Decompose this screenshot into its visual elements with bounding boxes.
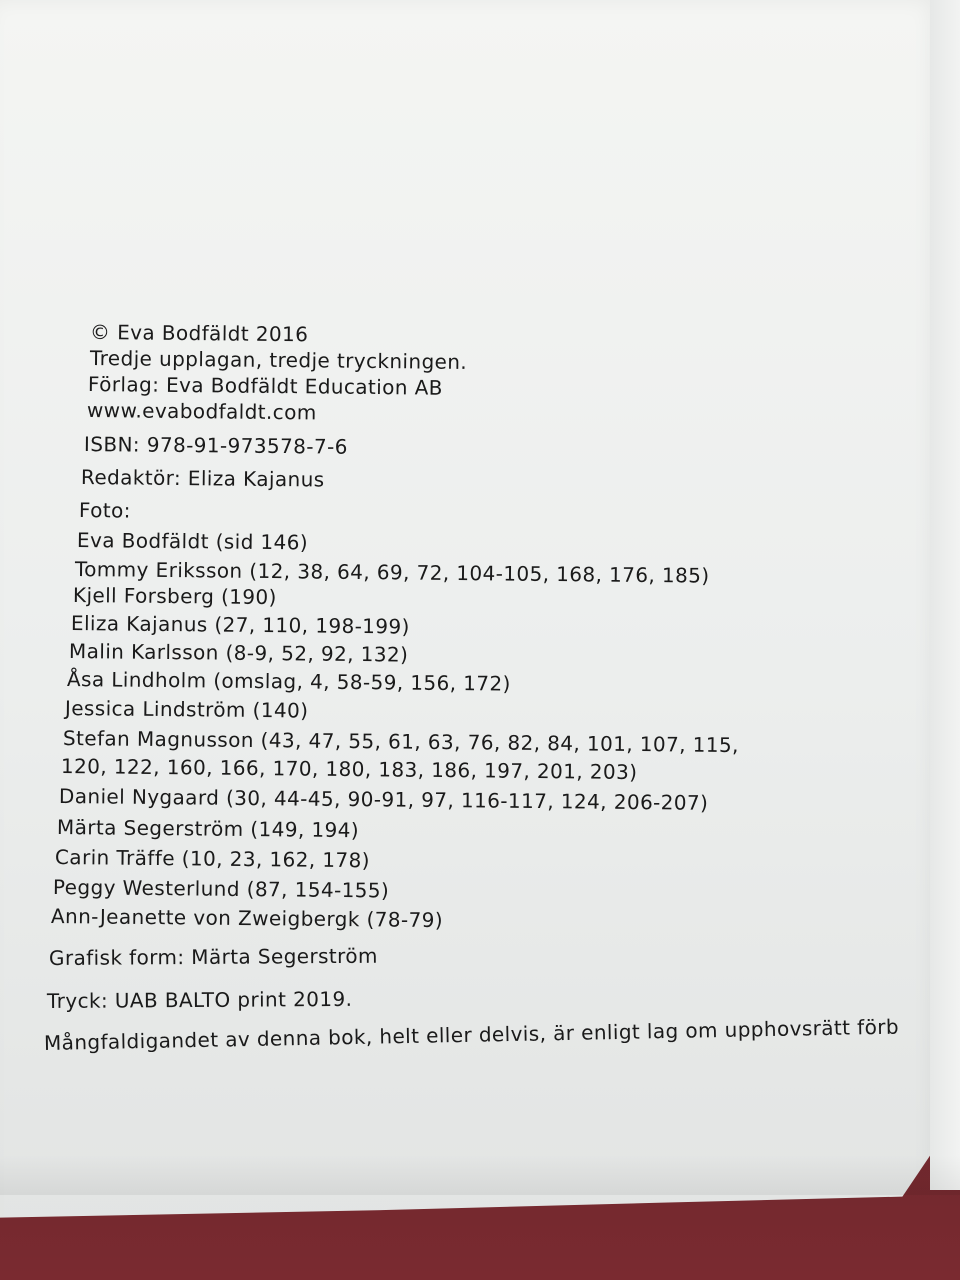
- photo-credit: Tommy Eriksson (12, 38, 64, 69, 72, 104-105, 168, 176, 185): [74, 557, 710, 588]
- photo-credit: Malin Karlsson (8-9, 52, 92, 132): [68, 639, 409, 667]
- edition-line: Tredje upplagan, tredje tryckningen.: [89, 346, 468, 374]
- photo-credit: Eva Bodfäldt (sid 146): [76, 528, 309, 555]
- photo-credit: 120, 122, 160, 166, 170, 180, 183, 186, 197, 201, 203): [60, 754, 638, 785]
- photo-credit: Carin Träffe (10, 23, 162, 178): [54, 845, 371, 873]
- website-line: www.evabodfaldt.com: [86, 398, 317, 425]
- photo-heading: Foto:: [78, 498, 131, 523]
- photo-credit: Märta Segerström (149, 194): [56, 815, 360, 843]
- photo-credit: Åsa Lindholm (omslag, 4, 58-59, 156, 172): [66, 667, 511, 696]
- copyright-line: © Eva Bodfäldt 2016: [89, 320, 309, 347]
- photo-credit: Daniel Nygaard (30, 44-45, 90-91, 97, 116-117, 124, 206-207): [58, 784, 709, 815]
- publisher-line: Förlag: Eva Bodfäldt Education AB: [87, 372, 443, 400]
- photo-credit: Ann-Jeanette von Zweigbergk (78-79): [50, 904, 444, 933]
- photo-credit: Stefan Magnusson (43, 47, 55, 61, 63, 76, 82, 84, 101, 107, 115,: [62, 726, 739, 758]
- rights-line: Mångfaldigandet av denna bok, helt eller delvis, är enligt lag om upphovsrätt förb: [43, 1014, 900, 1055]
- editor-line: Redaktör: Eliza Kajanus: [80, 465, 325, 492]
- photo-credit: Peggy Westerlund (87, 154-155): [52, 875, 390, 903]
- isbn-line: ISBN: 978-91-973578-7-6: [83, 432, 348, 459]
- design-line: Grafisk form: Märta Segerström: [48, 943, 378, 970]
- photo-credit: Jessica Lindström (140): [64, 696, 309, 723]
- photo-credit: Kjell Forsberg (190): [72, 583, 277, 610]
- page-shadow: [0, 1155, 960, 1195]
- print-line: Tryck: UAB BALTO print 2019.: [46, 986, 353, 1013]
- photo-credit: Eliza Kajanus (27, 110, 198-199): [70, 611, 410, 639]
